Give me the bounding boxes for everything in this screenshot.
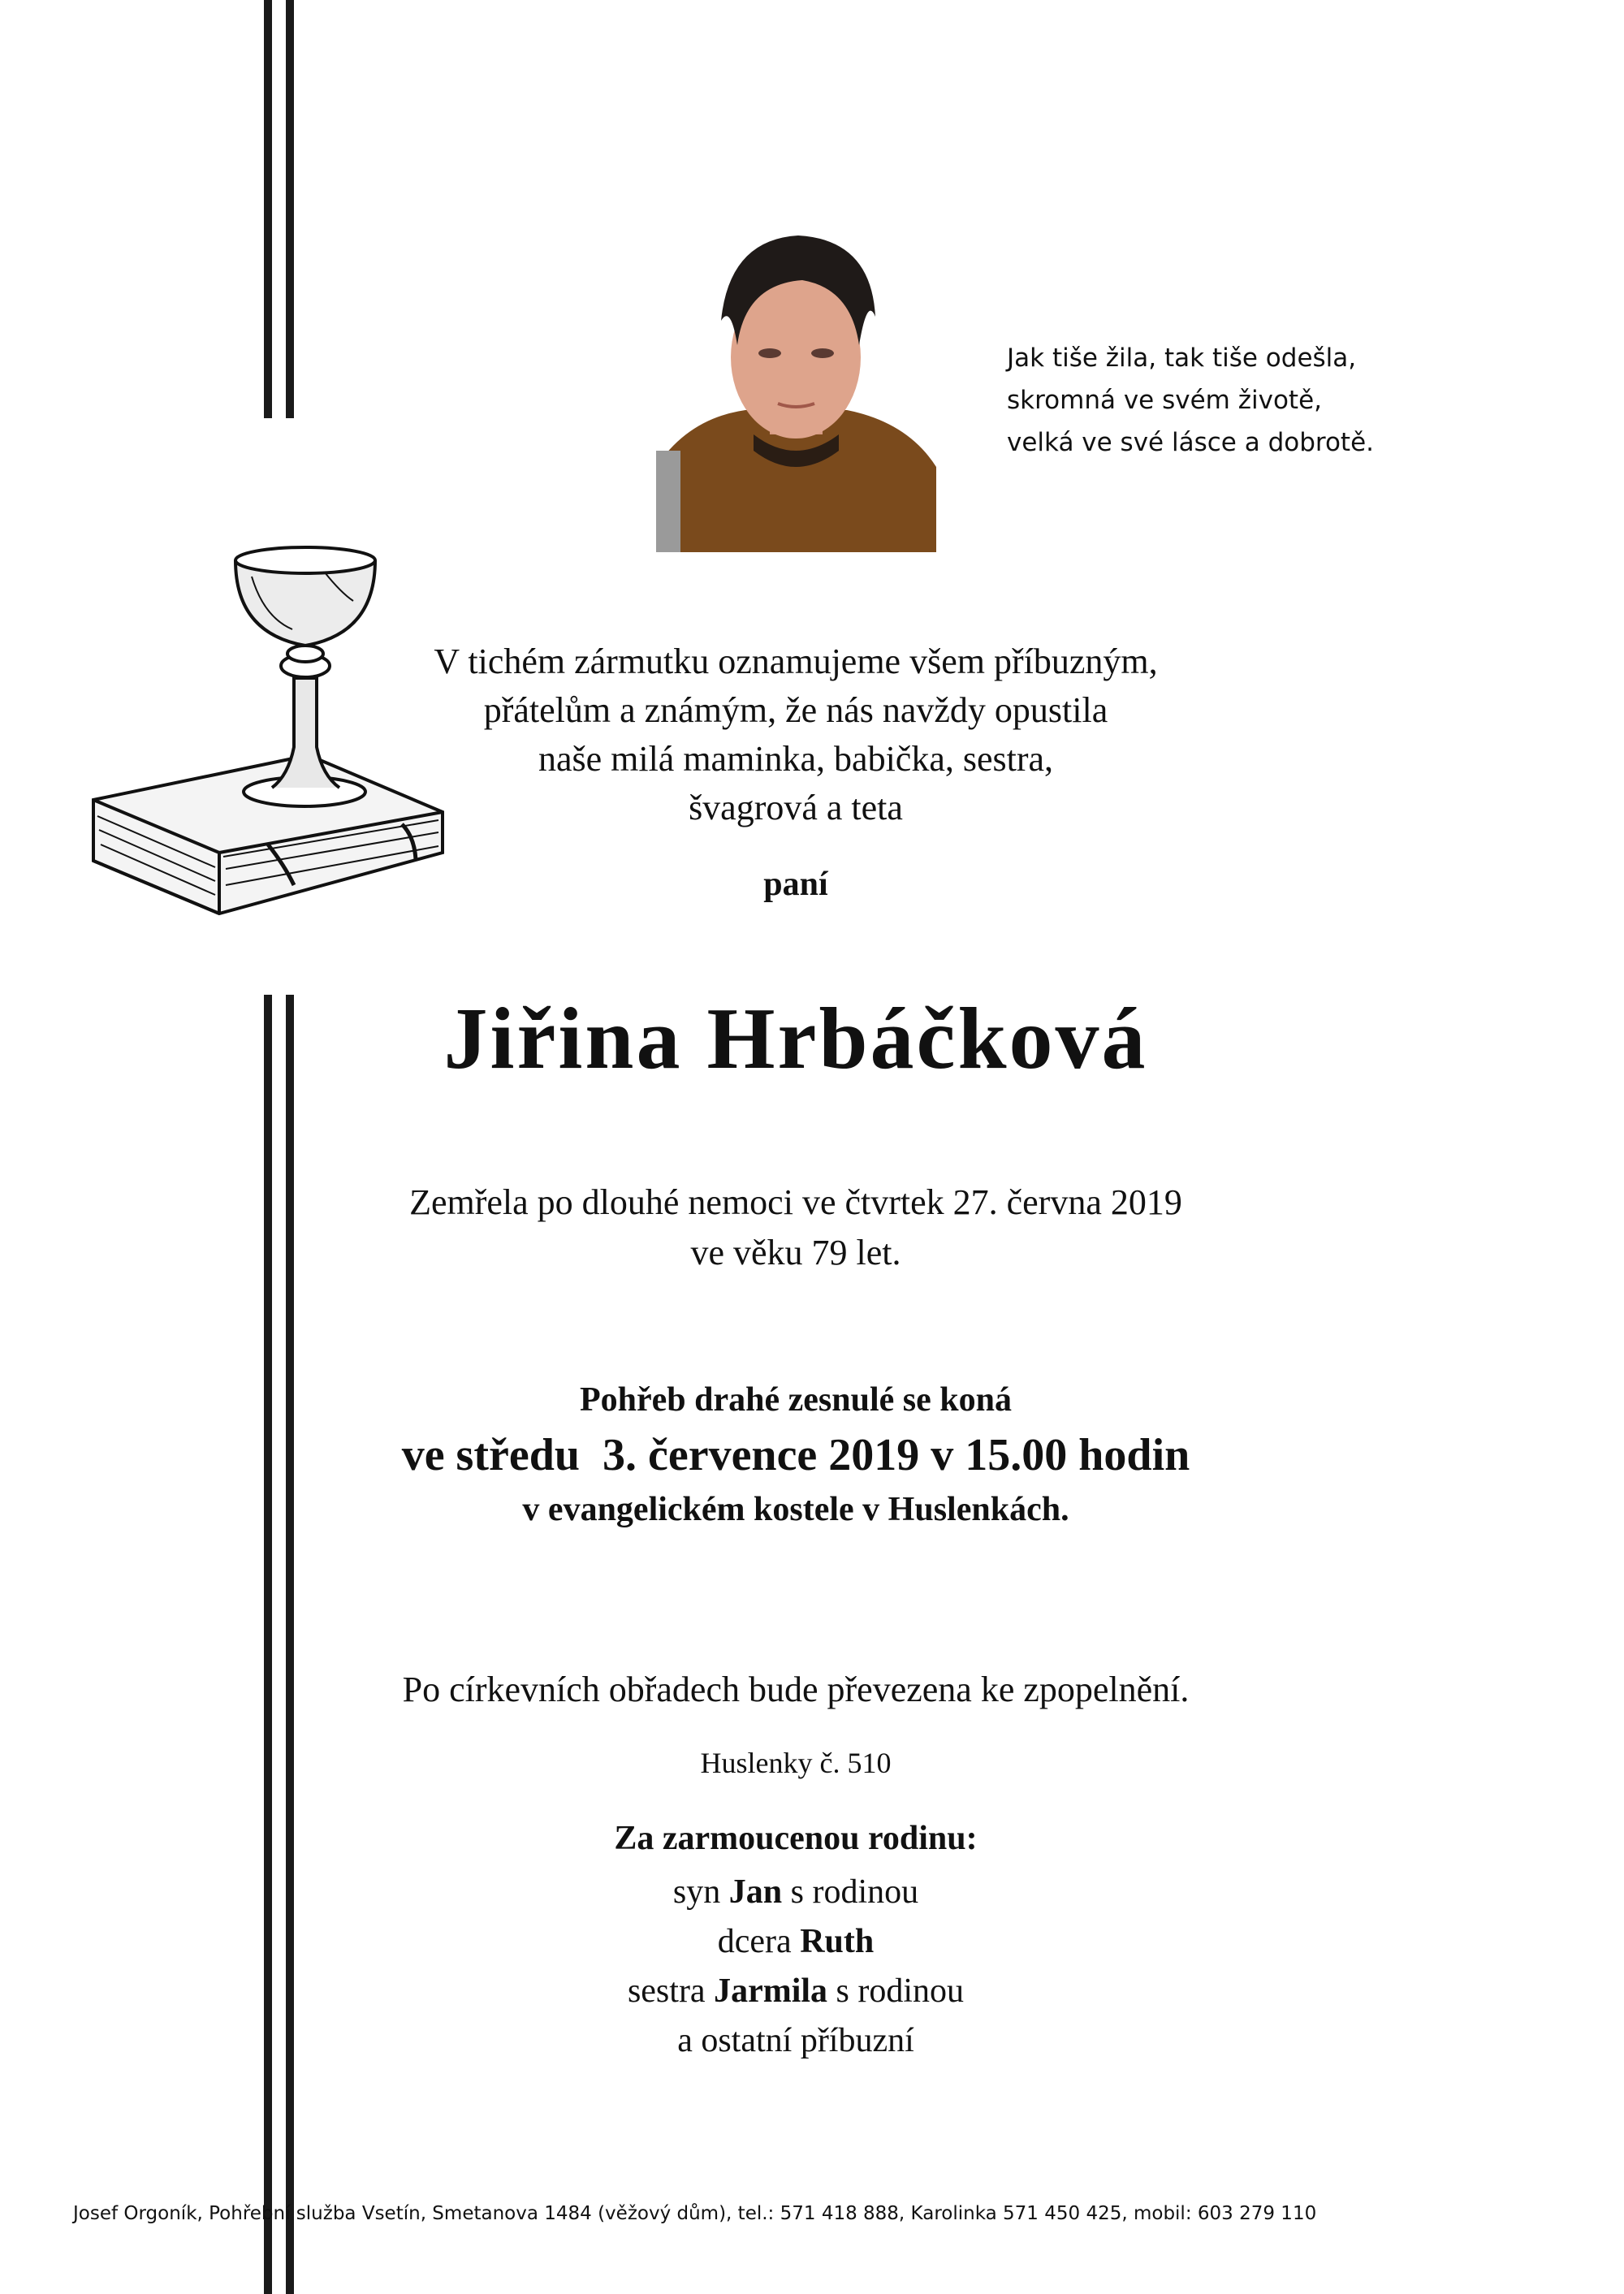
honorific-title: paní — [763, 866, 828, 903]
family-address: Huslenky č. 510 — [700, 1747, 892, 1779]
bottom-left-vertical-line-1 — [264, 995, 272, 2294]
family-member: syn Jan s rodinou — [672, 1873, 919, 1911]
announcement-line: naše milá maminka, babička, sestra, — [538, 739, 1054, 779]
cremation-note: Po církevních obřadech bude převezena ke zpopelnění. — [402, 1670, 1190, 1709]
death-line: Zemřela po dlouhé nemoci ve čtvrtek 27. června 2019 — [409, 1182, 1182, 1222]
funeral-date: ve středu 3. července 2019 v 15.00 hodin — [401, 1430, 1190, 1480]
death-details — [309, 1177, 1283, 1278]
top-left-vertical-line-2 — [286, 0, 294, 418]
funeral-lead: Pohřeb drahé zesnulé se koná — [579, 1381, 1012, 1419]
funeral-place: v evangelickém kostele v Huslenkách. — [522, 1491, 1069, 1528]
funeral-service-footer: Josef Orgoník, Pohřební služba Vsetín, Smetanova 1484 (věžový dům), tel.: 571 418 888, Karolinka 571 450 425, mobil: 603 279 110 — [73, 2203, 1317, 2224]
age-line: ve věku 79 let. — [690, 1233, 901, 1272]
family-heading: Za zarmoucenou rodinu: — [614, 1820, 978, 1857]
announcement-line: přátelům a známým, že nás navždy opustila — [483, 690, 1108, 730]
memorial-verse — [1007, 337, 1575, 464]
top-left-vertical-line-1 — [264, 0, 272, 418]
announcement-line: švagrová a teta — [689, 788, 903, 827]
bottom-left-vertical-line-2 — [286, 995, 294, 2294]
verse-line: Jak tiše žila, tak tiše odešla, — [1007, 343, 1357, 373]
family-members — [309, 1868, 1283, 2066]
announcement-text — [309, 637, 1283, 832]
portrait-photo — [656, 223, 936, 552]
deceased-name: Jiřina Hrbáčková — [443, 991, 1148, 1087]
verse-line: skromná ve svém životě, — [1007, 386, 1322, 415]
verse-line: velká ve své lásce a dobrotě. — [1007, 428, 1374, 457]
announcement-line: V tichém zármutku oznamujeme všem příbuzným, — [434, 642, 1158, 681]
family-member: sestra Jarmila s rodinou — [627, 1972, 965, 2010]
family-member: a ostatní příbuzní — [677, 2022, 914, 2059]
family-member: dcera Ruth — [717, 1923, 875, 1960]
